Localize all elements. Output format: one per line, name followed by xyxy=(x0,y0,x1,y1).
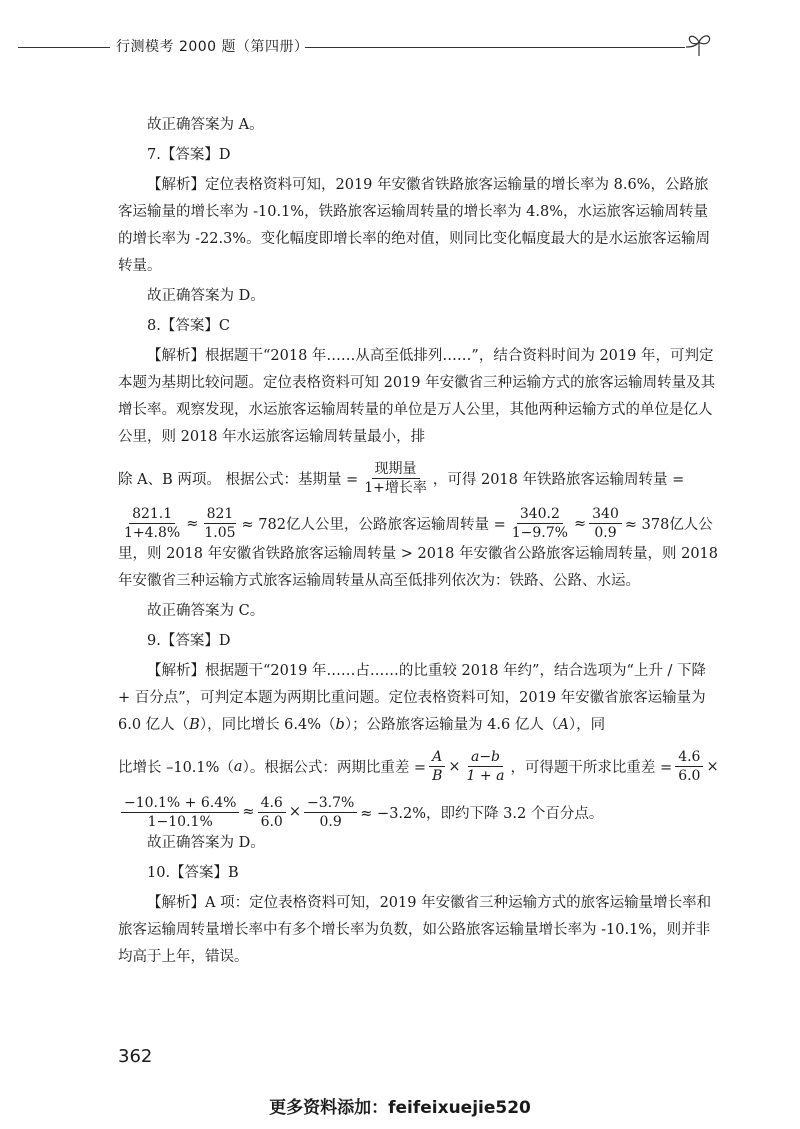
analysis-8-calc-line xyxy=(118,506,718,541)
variable-A: A xyxy=(558,717,569,734)
fraction-numerator: −3.7% xyxy=(304,795,357,813)
fraction-denominator: 1−10.1% xyxy=(147,813,213,830)
fraction-denominator: 1 + a xyxy=(466,768,505,785)
answer-9: 9.【答案】D xyxy=(147,633,231,650)
header-rule-left xyxy=(18,47,110,48)
answer-8: 8.【答案】C xyxy=(147,318,230,334)
analysis-9-calc-line xyxy=(118,795,718,830)
fraction-numerator: 4.6 xyxy=(258,795,286,813)
fraction-denominator: B xyxy=(432,768,443,785)
analysis-text: ），同 xyxy=(568,717,606,734)
fraction-denominator: 1.05 xyxy=(204,525,236,542)
growth-fraction xyxy=(464,749,508,784)
running-header xyxy=(0,32,800,72)
fraction-denominator: 0.9 xyxy=(319,813,342,830)
analysis-7: 【解析】定位表格资料可知，2019 年安徽省铁路旅客运输量的增长率为 8.6%，公路旅客运输量的增长率为 -10.1%，铁路旅客运输周转量的增长率为 4.8%，水运旅客运输周转量的增长率为 -22.3%。变化幅度即增长率的绝对值，则同比变化幅度最大的是水运旅客运输周转量。 xyxy=(118,177,711,274)
approx-sign: ≈ xyxy=(186,515,199,532)
approx-sign: ≈ xyxy=(242,804,255,821)
rail-fraction-2 xyxy=(201,506,238,541)
fraction-numerator: A xyxy=(429,749,445,767)
header-rule-right xyxy=(305,47,685,48)
analysis-9-part1 xyxy=(118,658,718,739)
fraction-numerator: 340 xyxy=(589,506,622,524)
fraction-denominator: 0.9 xyxy=(594,525,617,542)
fraction-numerator: 现期量 xyxy=(372,461,420,479)
answer-10: 10.【答案】B xyxy=(147,864,239,881)
ratio-fraction xyxy=(258,795,286,830)
formula-text: ，可得题干所求比重差 = xyxy=(510,760,673,777)
diff-fraction xyxy=(121,795,239,830)
variable-b: b xyxy=(335,717,345,734)
fraction-numerator: −10.1% + 6.4% xyxy=(121,795,239,813)
analysis-10: 【解析】A 项：定位表格资料可知，2019 年安徽省三种运输方式的旅客运输量增长率和旅客运输周转量增长率中有多个增长率为负数，如公路旅客运输量增长率为 -10.1%，则并非均高于上年，错误。 xyxy=(118,894,712,965)
share-fraction xyxy=(429,749,445,784)
analysis-9-formula-line xyxy=(118,749,718,784)
fraction-denominator: 6.0 xyxy=(260,813,283,830)
base-formula-fraction xyxy=(361,461,430,496)
times-sign: × xyxy=(448,758,461,775)
road-fraction-2 xyxy=(589,506,622,541)
fraction-denominator: 1+增长率 xyxy=(364,480,427,497)
fraction-denominator: 1−9.7% xyxy=(511,525,568,542)
conclusion-8: 故正确答案为 C。 xyxy=(147,603,265,620)
fraction-numerator: 821.1 xyxy=(129,506,175,524)
formula-tail: ，可得 2018 年铁路旅客运输周转量 = xyxy=(432,472,685,489)
fraction-denominator: 1+4.8% xyxy=(124,525,181,542)
variable-B: B xyxy=(189,717,200,734)
fraction-numerator: a−b xyxy=(468,749,503,767)
footer-note: 更多资料添加：feifeixuejie520 xyxy=(269,1098,531,1118)
fraction-numerator: 4.6 xyxy=(675,749,703,767)
book-title: 行测模考 2000 题（第四册） xyxy=(116,39,309,55)
analysis-text: ）；公路旅客运输量为 4.6 亿人（ xyxy=(344,717,559,734)
variable-a: a xyxy=(233,758,243,775)
analysis-8-formula-line xyxy=(118,461,718,496)
fraction-denominator: 6.0 xyxy=(678,768,701,785)
conclusion-7: 故正确答案为 D。 xyxy=(147,288,265,304)
times-sign: × xyxy=(706,758,719,775)
road-fraction-1 xyxy=(509,506,571,541)
analysis-8-part2: 里，则 2018 年安徽省铁路旅客运输周转量 > 2018 年安徽省公路旅客运输周转量，则 2018 年安徽省三种运输方式旅客运输周转量从高至低排列依次为：铁路、公路、水运。 xyxy=(118,546,719,590)
calc-result: ≈ −3.2%，即约下降 3.2 个百分点。 xyxy=(360,805,604,822)
formula-lead: 除 A、B 两项。 根据公式：基期量 = xyxy=(118,472,359,489)
answer-7: 7.【答案】D xyxy=(147,147,231,163)
analysis-text: 【解析】根据题干“2019 年……占……的比重较 2018 年约”，结合选项为“上升 / 下降 + 百分点”，可判定本题为两期比重问题。定位表格资料可知，2019 年安徽省旅客运输量为 6.0 亿人（ xyxy=(118,663,706,734)
conclusion-9: 故正确答案为 D。 xyxy=(147,834,265,851)
calc-middle-text: ≈ 782亿人公里，公路旅客运输周转量 = xyxy=(241,517,506,534)
analysis-text: ），同比增长 6.4%（ xyxy=(199,717,336,734)
approx-sign: ≈ xyxy=(573,515,587,532)
analysis-8-part1: 【解析】根据题干“2018 年……从高至低排列……”，结合资料时间为 2019 年，可判定本题为基期比较问题。定位表格资料可知 2019 年安徽省三种运输方式的旅客运输周转量及其增长率。观察发现，水运旅客运输周转量的单位是万人公里，其他两种运输方式的单位是亿人公里，则 2018 年水运旅客运输周转量最小，排 xyxy=(118,348,716,445)
sprout-icon xyxy=(682,32,716,62)
value-fraction xyxy=(675,749,703,784)
times-sign: × xyxy=(288,804,301,821)
page-body xyxy=(118,112,718,971)
formula-lead: 比增长 –10.1%（ xyxy=(118,760,234,777)
change-fraction xyxy=(304,795,357,830)
rail-fraction-1 xyxy=(121,506,183,541)
formula-text: ）。根据公式：两期比重差 = xyxy=(242,760,427,777)
calc-tail-text: ≈ 378亿人公 xyxy=(624,517,713,534)
fraction-numerator: 340.2 xyxy=(517,506,563,524)
conclusion-6: 故正确答案为 A。 xyxy=(147,117,264,133)
fraction-numerator: 821 xyxy=(204,506,237,524)
page-number: 362 xyxy=(118,1046,153,1067)
